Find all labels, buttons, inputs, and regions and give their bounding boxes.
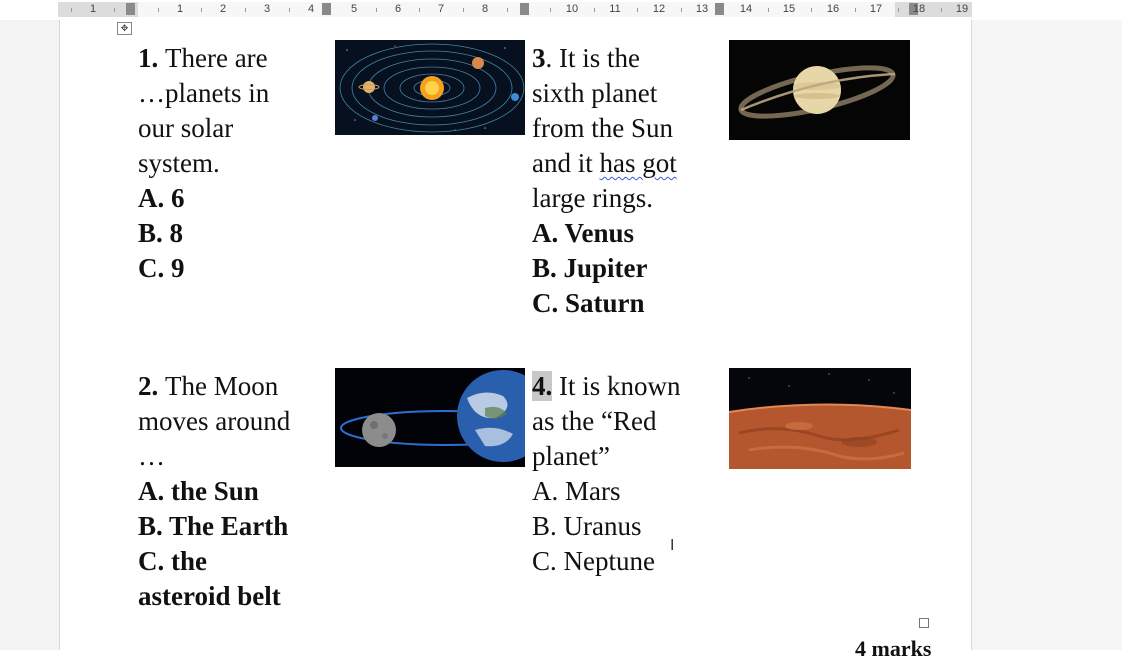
- ruler-tick: [898, 8, 899, 12]
- page-margin-right: [972, 20, 1122, 650]
- table-resize-handle-icon[interactable]: [919, 618, 929, 628]
- ruler-tick: [811, 8, 812, 12]
- ruler-tick: [507, 8, 508, 12]
- ruler-number: 5: [350, 3, 358, 15]
- ruler-number: 1: [89, 3, 97, 15]
- earth-moon-image[interactable]: [335, 368, 525, 467]
- ruler-number: 2: [219, 3, 227, 15]
- question-4[interactable]: [532, 369, 681, 579]
- ruler-number: 4: [307, 3, 315, 15]
- ruler-text-area: [138, 2, 895, 17]
- ruler-number: 13: [695, 3, 709, 15]
- ruler-tick: [289, 8, 290, 12]
- question-number-selected: 4.: [532, 371, 553, 401]
- ruler-number: 8: [481, 3, 489, 15]
- answer-option: B. Uranus: [532, 511, 642, 541]
- marks-label: 4 marks: [855, 636, 932, 661]
- question-text-line: . It is the: [545, 43, 640, 73]
- question-3[interactable]: [532, 41, 677, 321]
- question-text-line: large rings.: [532, 183, 653, 213]
- page-edge: [971, 20, 972, 650]
- column-marker[interactable]: [520, 3, 529, 15]
- ruler-tick: [594, 8, 595, 12]
- ruler-tick: [768, 8, 769, 12]
- text-cursor-icon: I: [670, 537, 675, 554]
- grammar-suggestion[interactable]: has got: [599, 148, 677, 178]
- saturn-image[interactable]: [729, 40, 910, 140]
- mars-surface-image: [729, 368, 911, 469]
- ruler-number: 18: [912, 3, 926, 15]
- answer-option: asteroid belt: [138, 581, 281, 611]
- question-text-line: planet”: [532, 441, 610, 471]
- ruler-number: 12: [652, 3, 666, 15]
- ruler-number: 1: [176, 3, 184, 15]
- ruler-number: 6: [394, 3, 402, 15]
- answer-option: B. Jupiter: [532, 253, 648, 283]
- ruler-number: 10: [565, 3, 579, 15]
- ruler-tick: [941, 8, 942, 12]
- ruler-tick: [681, 8, 682, 12]
- answer-option: C. 9: [138, 253, 185, 283]
- question-text-line: …planets in: [138, 78, 270, 108]
- question-text-line: system.: [138, 148, 220, 178]
- ruler-number: 17: [869, 3, 883, 15]
- page-edge: [59, 20, 60, 650]
- question-text-line: sixth planet: [532, 78, 658, 108]
- mars-surface-image[interactable]: [729, 368, 911, 469]
- ruler-tick: [855, 8, 856, 12]
- question-1[interactable]: [138, 41, 269, 286]
- column-marker[interactable]: [322, 3, 331, 15]
- answer-option: C. the: [138, 546, 207, 576]
- answer-option: A. Mars: [532, 476, 621, 506]
- ruler-tick: [71, 8, 72, 12]
- question-number: 2.: [138, 371, 159, 401]
- answer-option: C. Neptune: [532, 546, 655, 576]
- saturn-image: [729, 40, 910, 140]
- ruler-number: 16: [826, 3, 840, 15]
- answer-option: B. The Earth: [138, 511, 289, 541]
- ruler-number: 15: [782, 3, 796, 15]
- answer-option: A. Venus: [532, 218, 635, 248]
- solar-system-image: [335, 40, 525, 135]
- question-text-line: moves around: [138, 406, 291, 436]
- ruler-tick: [376, 8, 377, 12]
- question-text-line: as the “Red: [532, 406, 657, 436]
- question-text-line: and it: [532, 148, 600, 178]
- question-text-line: our solar: [138, 113, 234, 143]
- column-marker[interactable]: [715, 3, 724, 15]
- ruler-tick: [245, 8, 246, 12]
- ruler-number: 19: [955, 3, 969, 15]
- question-2[interactable]: [138, 369, 290, 614]
- answer-option: C. Saturn: [532, 288, 645, 318]
- ruler-tick: [463, 8, 464, 12]
- ruler-tick: [158, 8, 159, 12]
- question-text-line: from the Sun: [532, 113, 673, 143]
- ruler-tick: [201, 8, 202, 12]
- ruler-number: 14: [739, 3, 753, 15]
- answer-option: B. 8: [138, 218, 184, 248]
- earth-moon-image: [335, 368, 525, 467]
- ruler-tick: [114, 8, 115, 12]
- horizontal-ruler[interactable]: [0, 0, 1122, 20]
- ruler-tick: [550, 8, 551, 12]
- solar-system-image[interactable]: [335, 40, 525, 135]
- left-indent-marker[interactable]: [126, 3, 135, 15]
- question-number: 3: [532, 43, 546, 73]
- answer-option: A. the Sun: [138, 476, 259, 506]
- table-move-handle-icon[interactable]: ✥: [117, 22, 132, 35]
- question-number: 1.: [138, 43, 159, 73]
- ruler-number: 7: [437, 3, 445, 15]
- answer-option: A. 6: [138, 183, 185, 213]
- question-text-line: The Moon: [165, 371, 279, 401]
- ruler-tick: [637, 8, 638, 12]
- ruler-number: 11: [609, 3, 621, 15]
- question-text-line: It is known: [552, 371, 681, 401]
- ruler-tick: [419, 8, 420, 12]
- question-text-line: There are: [165, 43, 268, 73]
- question-text-line: …: [138, 441, 165, 471]
- ruler-number: 3: [263, 3, 271, 15]
- page-margin-left: [0, 20, 60, 650]
